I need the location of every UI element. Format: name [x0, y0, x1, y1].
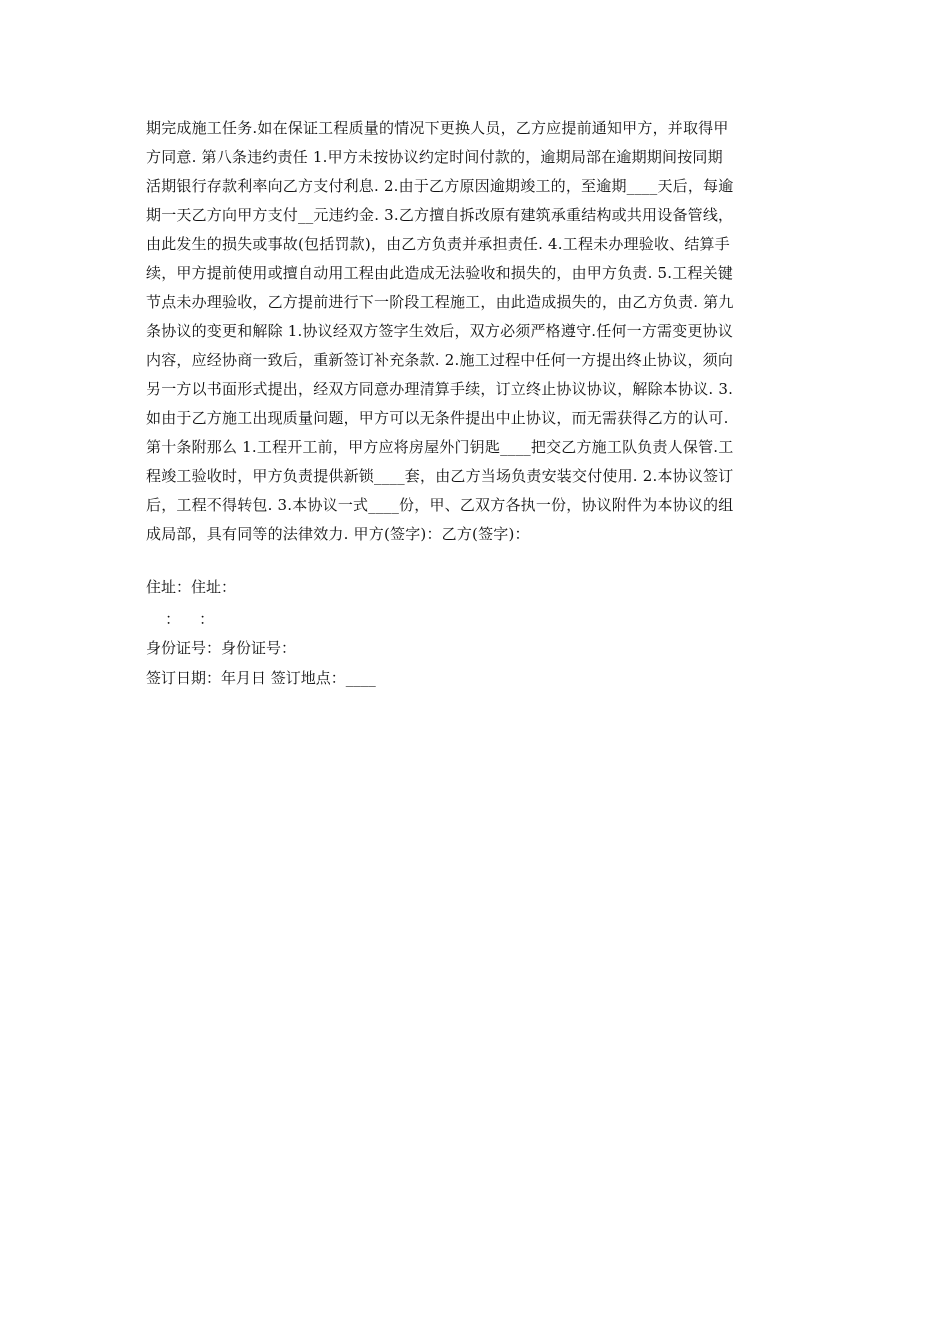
signing-info-line: 签订日期：年月日 签订地点：____	[146, 669, 376, 687]
contact-line: ： ：	[146, 610, 215, 628]
address-line: 住址：住址：	[146, 578, 237, 596]
contract-body-text: 期完成施工任务.如在保证工程质量的情况下更换人员，乙方应提前通知甲方，并取得甲 方同意. 第八条违约责任 1.甲方未按协议约定时间付款的，逾期局部在逾期期间按同期 活期银行存款利率向乙方支付利息. 2.由于乙方原因逾期竣工的，至逾期____天后，每逾 期一天乙方向甲方支付__元违约金. 3.乙方擅自拆改原有建筑承重结构或共用设备管线， 由此发生的损失或事故(包括罚款)，由乙方负责并承担责任. 4.工程未办理验收、结算手 续，甲方提前使用或擅自动用工程由此造成无法验收和损失的，由甲方负责. 5.工程关键 节点未办理验收，乙方提前进行下一阶段工程施工，由此造成损失的，由乙方负责. 第九 条协议的变更和解除 1.协议经双方签字生效后，双方必须严格遵守.任何一方需变更协议 内容，应经协商一致后，重新签订补充条款. 2.施工过程中任何一方提出终止协议，须向 另一方以书面形式提出，经双方同意办理清算手续，订立终止协议协议，解除本协议. 3. 如由于乙方施工出现质量问题，甲方可以无条件提出中止协议，而无需获得乙方的认可. 第十条附那么 1.工程开工前，甲方应将房屋外门钥匙____把交乙方施工队负责人保管.工 程竣工验收时，甲方负责提供新锁____套，由乙方当场负责安装交付使用. 2.本协议签订 后，工程不得转包. 3.本协议一式____份，甲、乙双方各执一份，协议附件为本协议的组 成局部，具有同等的法律效力. 甲方(签字)：乙方(签字)：	[146, 119, 734, 543]
id-number-line: 身份证号：身份证号：	[146, 639, 297, 657]
